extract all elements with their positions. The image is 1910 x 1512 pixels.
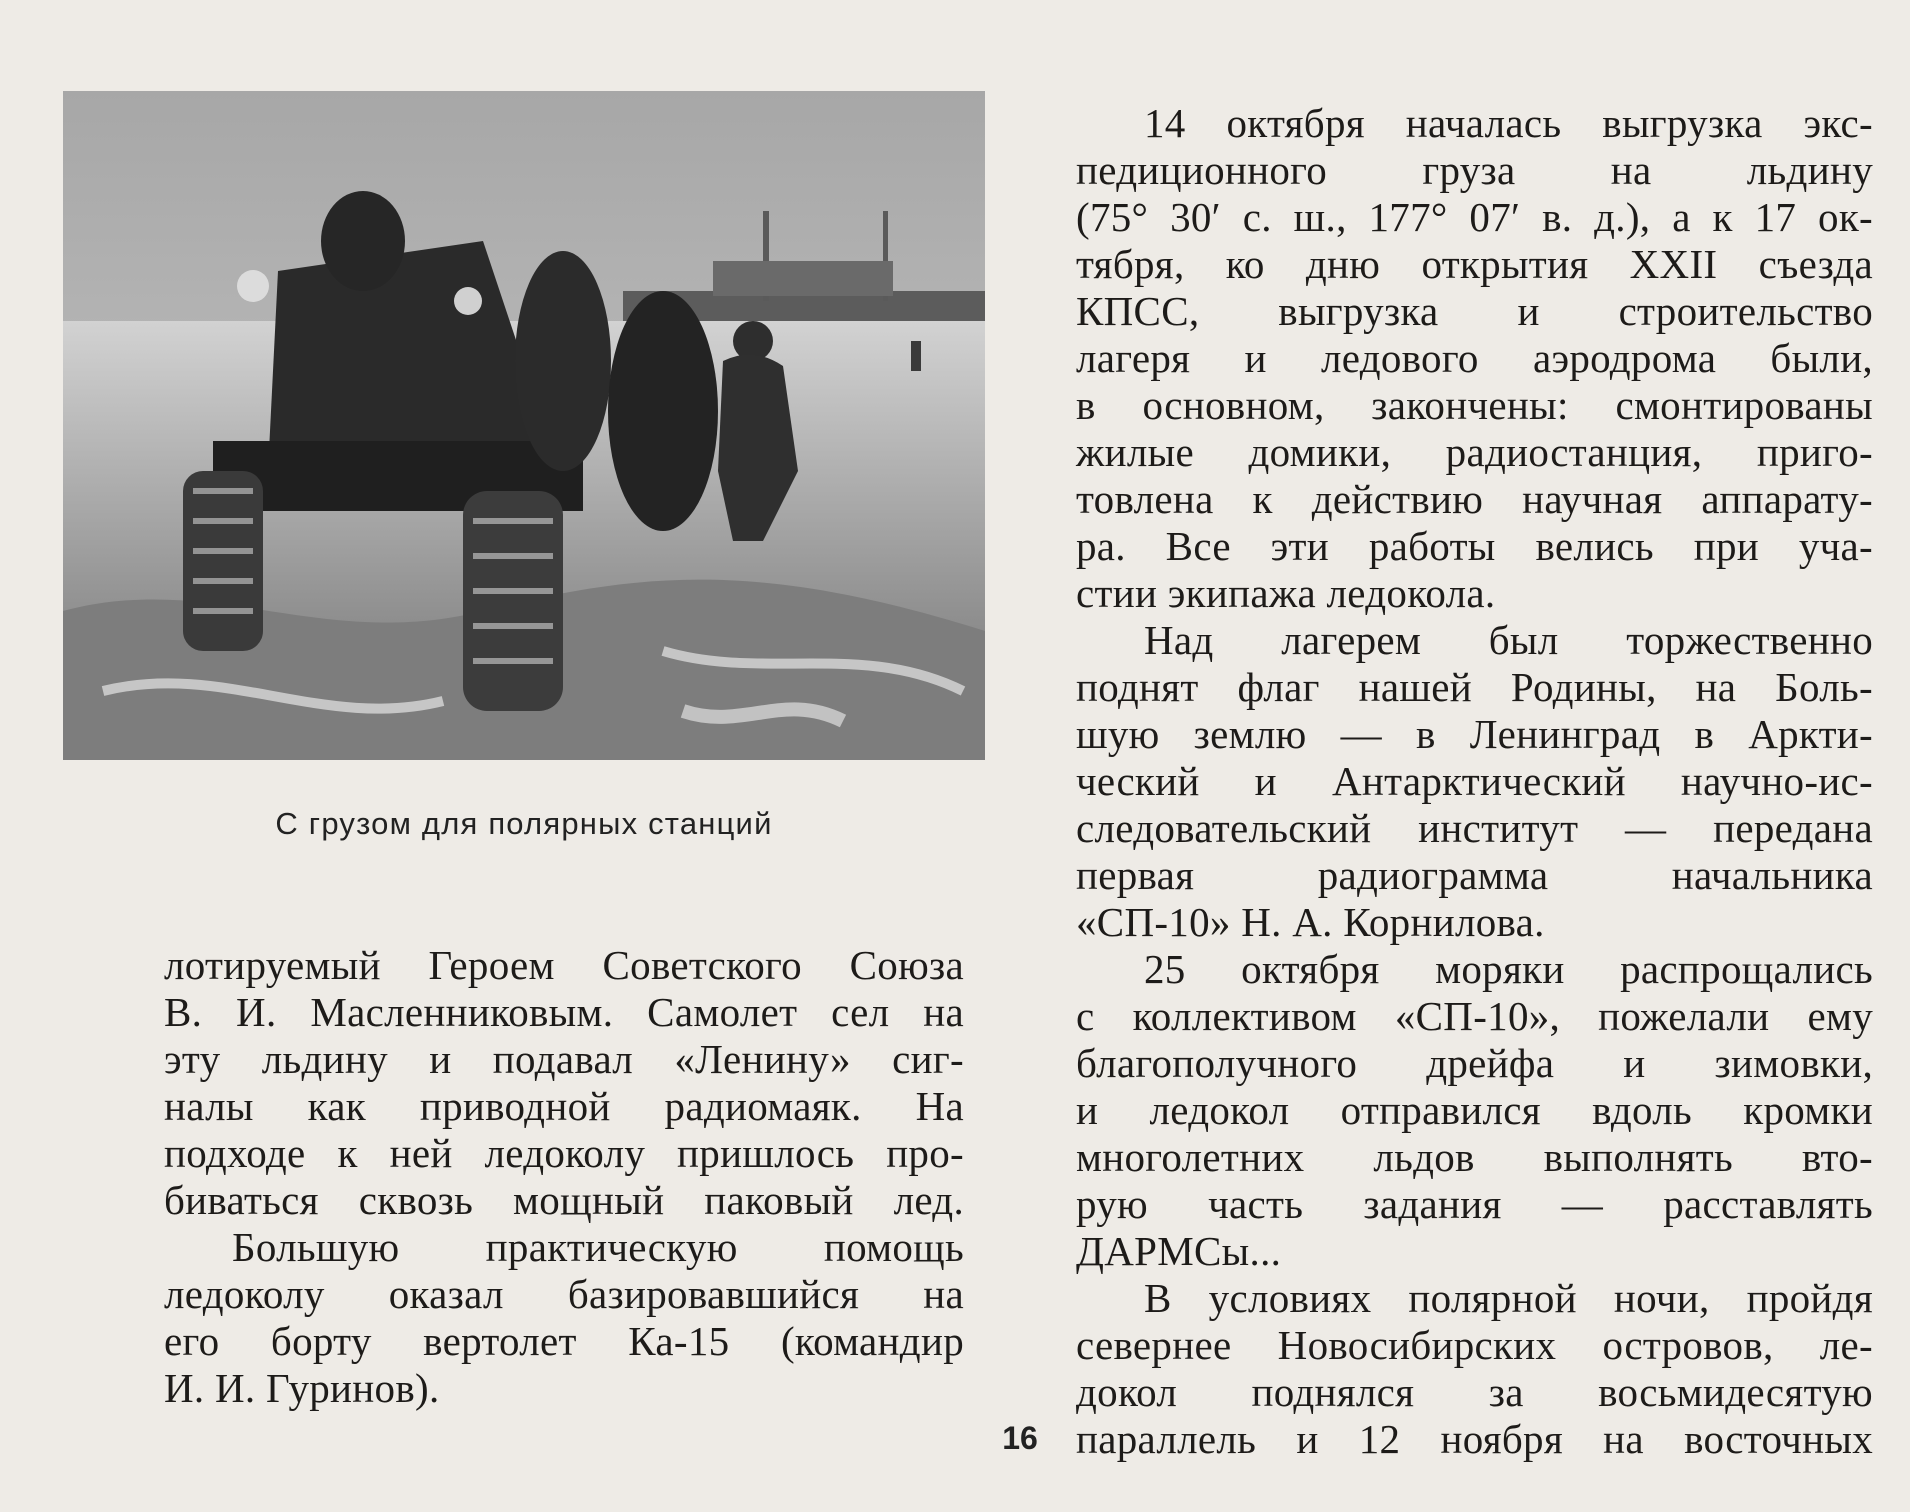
text-line: ческий и Антарктический научно-ис-: [1076, 758, 1873, 804]
text-line: севернее Новосибирских островов, ле-: [1076, 1322, 1873, 1368]
text-line: с коллективом «СП-10», пожелали ему: [1076, 993, 1873, 1039]
text-line: В условиях полярной ночи, пройдя: [1144, 1275, 1873, 1321]
text-line: биваться сквозь мощный паковый лед.: [164, 1177, 964, 1223]
text-line: Над лагерем был торжественно: [1144, 617, 1873, 663]
text-line: 14 октября началась выгрузка экс-: [1144, 100, 1873, 146]
text-line: В. И. Масленниковым. Самолет сел на: [164, 989, 964, 1035]
text-line: в основном, закончены: смонтированы: [1076, 382, 1873, 428]
right-text-column: [1076, 100, 1873, 1463]
left-text-column: [164, 942, 964, 1412]
text-line: первая радиограмма начальника: [1076, 852, 1873, 898]
text-line: ледоколу оказал базировавшийся на: [164, 1271, 964, 1317]
text-line: И. И. Гуринов).: [164, 1365, 440, 1411]
text-line: докол поднялся за восьмидесятую: [1076, 1369, 1873, 1415]
text-line: благополучного дрейфа и зимовки,: [1076, 1040, 1873, 1086]
text-line: товлена к действию научная аппарату-: [1076, 476, 1873, 522]
text-line: налы как приводной радиомаяк. На: [164, 1083, 964, 1129]
text-line: подходе к ней ледоколу пришлось про-: [164, 1130, 964, 1176]
photo-caption: С грузом для полярных станций: [275, 806, 773, 841]
text-line: параллель и 12 ноября на восточных: [1076, 1416, 1873, 1462]
text-line: рую часть задания — расставлять: [1076, 1181, 1873, 1227]
text-line: шую землю — в Ленинград в Аркти-: [1076, 711, 1873, 757]
text-line: лагеря и ледового аэродрома были,: [1076, 335, 1873, 381]
text-line: КПСС, выгрузка и строительство: [1076, 288, 1873, 334]
text-line: педиционного груза на льдину: [1076, 147, 1873, 193]
text-line: (75° 30′ с. ш., 177° 07′ в. д.), а к 17 ок-: [1076, 194, 1873, 240]
text-line: ра. Все эти работы велись при уча-: [1076, 523, 1873, 569]
text-line: 25 октября моряки распрощались: [1144, 946, 1873, 992]
text-line: многолетних льдов выполнять вто-: [1076, 1134, 1873, 1180]
text-line: поднят флаг нашей Родины, на Боль-: [1076, 664, 1873, 710]
text-line: «СП-10» Н. А. Корнилова.: [1076, 899, 1545, 945]
text-line: эту льдину и подавал «Ленину» сиг-: [164, 1036, 964, 1082]
tractor-on-ice-photo: [63, 91, 985, 760]
page-number: 16: [1002, 1420, 1038, 1456]
text-line: жилые домики, радиостанция, приго-: [1076, 429, 1873, 475]
text-line: Большую практическую помощь: [232, 1224, 964, 1270]
text-line: его борту вертолет Ка-15 (командир: [164, 1318, 964, 1364]
text-line: ДАРМСы...: [1076, 1228, 1282, 1274]
text-line: и ледокол отправился вдоль кромки: [1076, 1087, 1873, 1133]
text-line: лотируемый Героем Советского Союза: [164, 942, 964, 988]
text-line: тября, ко дню открытия XXII съезда: [1076, 241, 1873, 287]
text-line: стии экипажа ледокола.: [1076, 570, 1496, 616]
text-line: следовательский институт — передана: [1076, 805, 1873, 851]
